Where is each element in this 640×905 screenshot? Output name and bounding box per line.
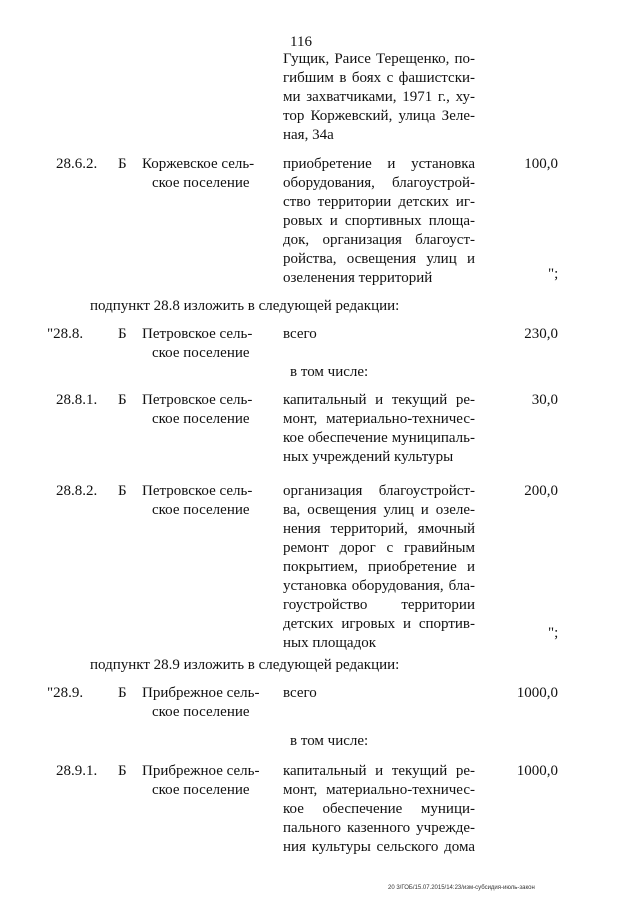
desc-line: монт, материально-техничес- [283, 782, 475, 798]
desc-line: ровых и спортивных площа- [283, 213, 475, 229]
desc-line: ных учреждений культуры [283, 449, 454, 465]
row-name-line: ское поселение [152, 502, 250, 518]
desc-line: ных площадок [283, 635, 376, 651]
desc-line: детских игровых и спортив- [283, 616, 475, 632]
row-name [142, 482, 252, 520]
subtotal-label: в том числе: [290, 364, 369, 380]
row-name-line: ское поселение [152, 175, 250, 191]
row-amount: 1000,0 [516, 763, 558, 779]
row-amount: 200,0 [524, 483, 558, 499]
row-name-line: ское поселение [152, 704, 250, 720]
document-footer: 20 3/ГОБ/15.07.2015/14:23/изм-субсидия-июль-закон [388, 885, 535, 891]
continuation-line: ная, 34а [283, 127, 334, 143]
desc-line: оборудования, благоустрой- [283, 175, 475, 191]
desc-line: нения территорий, ямочный [283, 521, 475, 537]
row-number: "28.9. [47, 685, 84, 701]
subtotal-label: в том числе: [290, 733, 369, 749]
row-name [142, 325, 252, 363]
close-quote-mark: "; [548, 625, 559, 641]
row-description [283, 762, 475, 857]
row-name [142, 155, 254, 193]
row-number: 28.8.2. [56, 483, 98, 499]
row-name-line: Петровское сель- [142, 483, 253, 499]
row-amount: 1000,0 [516, 685, 558, 701]
desc-line: приобретение и установка [283, 156, 475, 172]
desc-line: док, организация благоуст- [283, 232, 475, 248]
continuation-text [283, 50, 475, 145]
desc-line: кое обеспечение муници- [283, 801, 475, 817]
desc-line: ройства, освещения улиц и [283, 251, 475, 267]
desc-line: кое обеспечение муниципаль- [283, 430, 475, 446]
row-name-line: ское поселение [152, 345, 250, 361]
row-number: 28.9.1. [56, 763, 98, 779]
desc-line: покрытием, приобретение и [283, 559, 475, 575]
row-type: Б [118, 483, 127, 499]
row-name-line: Коржевское сель- [142, 156, 255, 172]
row-amount: 30,0 [531, 392, 558, 408]
desc-line: пального казенного учрежде- [283, 820, 475, 836]
row-name-line: ское поселение [152, 782, 250, 798]
desc-line: организация благоустройст- [283, 483, 475, 499]
row-description [283, 482, 475, 653]
desc-line: озеленения территорий [283, 270, 433, 286]
continuation-line: Гущик, Раисе Терещенко, по- [283, 51, 475, 67]
row-type: Б [118, 392, 127, 408]
row-name [142, 684, 259, 722]
row-type: Б [118, 156, 127, 172]
desc-line: монт, материально-техничес- [283, 411, 475, 427]
continuation-line: тор Коржевский, улица Зеле- [283, 108, 475, 124]
row-description [283, 155, 475, 288]
row-name-line: Прибрежное сель- [142, 763, 260, 779]
desc-line: ство территории детских иг- [283, 194, 475, 210]
row-amount: 100,0 [524, 156, 558, 172]
desc-line: капитальный и текущий ре- [283, 392, 475, 408]
close-quote-mark: "; [548, 266, 559, 282]
desc-line: ва, освещения улиц и озеле- [283, 502, 475, 518]
desc-line: ремонт дорог с гравийным [283, 540, 475, 556]
row-amount: 230,0 [524, 326, 558, 342]
paragraph-28-8: подпункт 28.8 изложить в следующей редакции: [90, 298, 400, 314]
row-number: 28.6.2. [56, 156, 98, 172]
continuation-line: гибшим в боях с фашистски- [283, 70, 475, 86]
row-number: 28.8.1. [56, 392, 98, 408]
row-description [283, 391, 475, 467]
paragraph-28-9: подпункт 28.9 изложить в следующей редакции: [90, 657, 400, 673]
row-description: всего [283, 326, 317, 342]
continuation-line: ми захватчиками, 1971 г., ху- [283, 89, 475, 105]
row-name-line: ское поселение [152, 411, 250, 427]
row-name-line: Петровское сель- [142, 392, 253, 408]
row-type: Б [118, 763, 127, 779]
row-name [142, 391, 252, 429]
row-name-line: Прибрежное сель- [142, 685, 260, 701]
desc-line: гоустройство территории [283, 597, 475, 613]
page-number: 116 [290, 34, 312, 50]
desc-line: установка оборудования, бла- [283, 578, 475, 594]
row-name-line: Петровское сель- [142, 326, 253, 342]
row-type: Б [118, 326, 127, 342]
row-type: Б [118, 685, 127, 701]
row-name [142, 762, 259, 800]
desc-line: ния культуры сельского дома [283, 839, 475, 855]
desc-line: капитальный и текущий ре- [283, 763, 475, 779]
row-description: всего [283, 685, 317, 701]
row-number: "28.8. [47, 326, 84, 342]
